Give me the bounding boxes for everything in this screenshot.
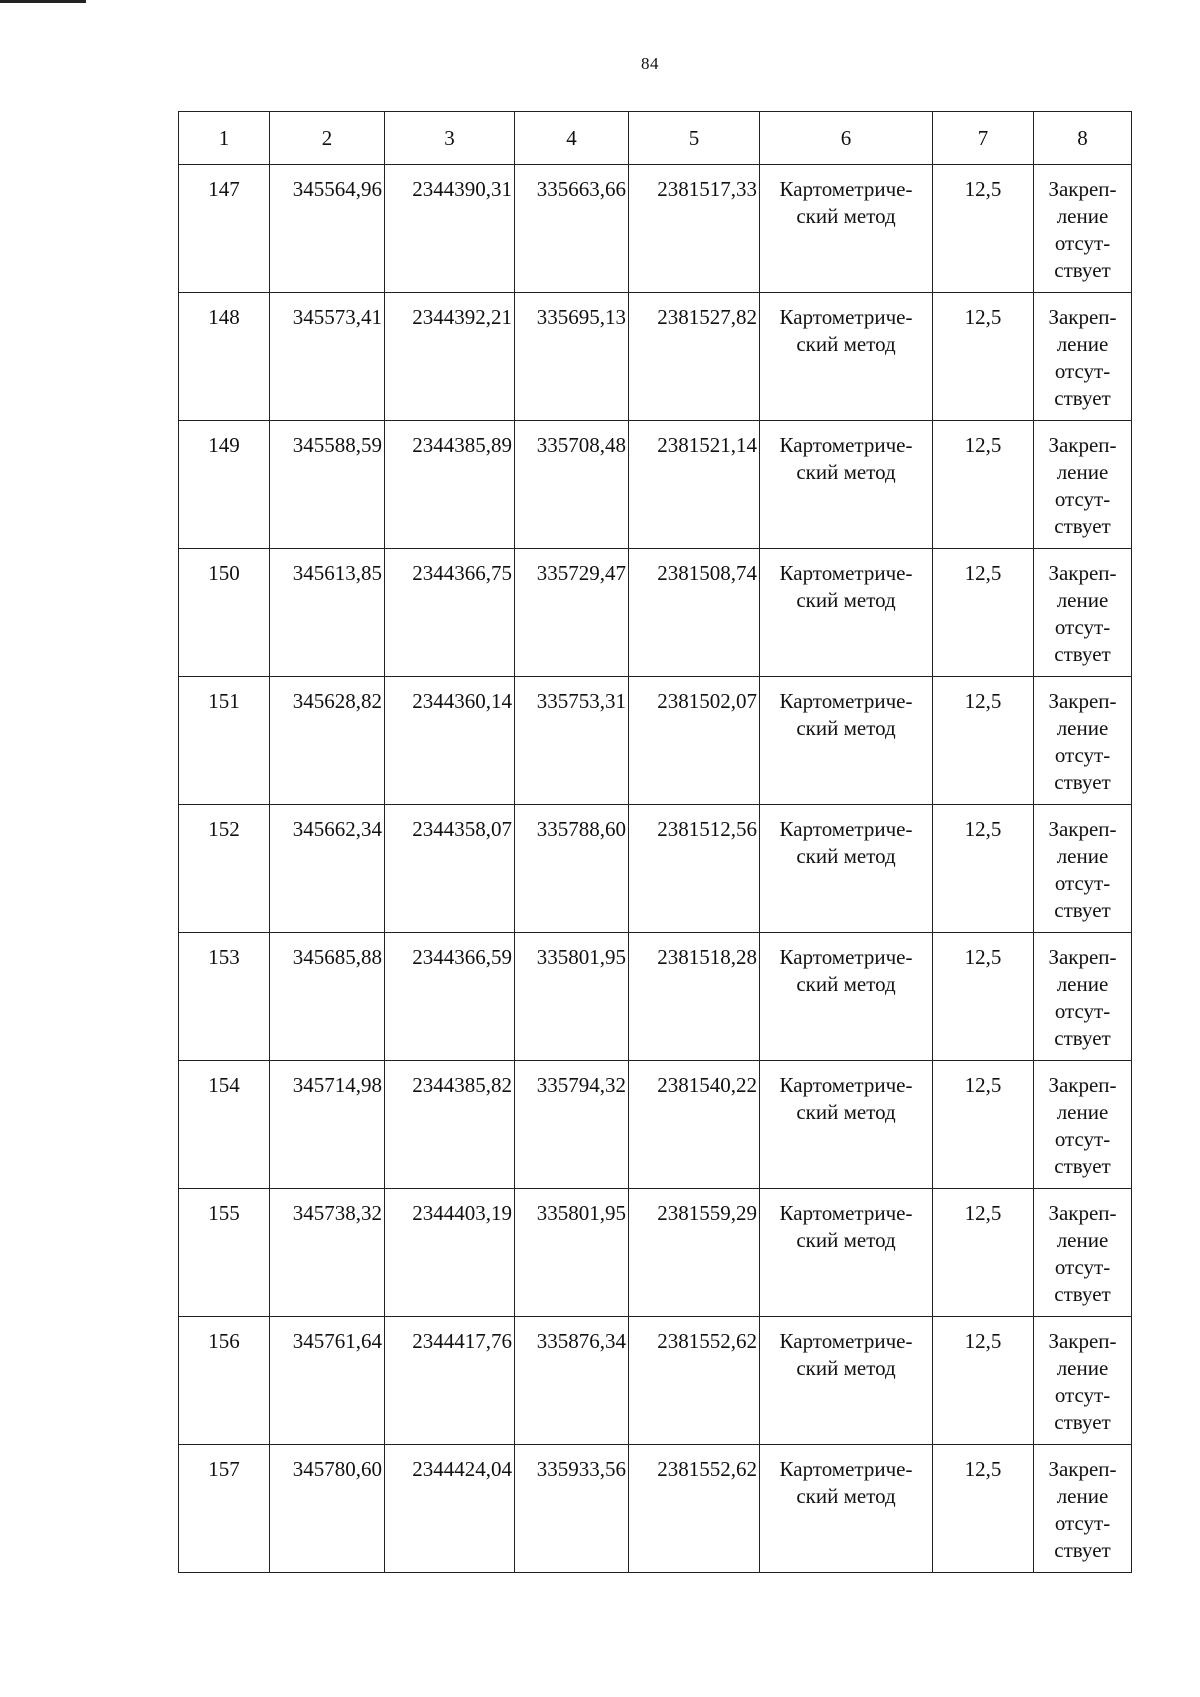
table-row <box>179 165 1132 293</box>
point-number-cell: 151 <box>179 677 270 805</box>
fixation-line: ствует <box>1054 642 1111 666</box>
point-number-cell: 154 <box>179 1061 270 1189</box>
x-coordinate-cell: 335933,56 <box>515 1445 629 1573</box>
fixation-line: Закреп- <box>1048 945 1117 969</box>
fixation-line: ствует <box>1054 386 1111 410</box>
point-number-cell: 157 <box>179 1445 270 1573</box>
point-number-cell: 148 <box>179 293 270 421</box>
fixation-line: отсут- <box>1054 231 1111 255</box>
method-cell <box>760 1189 933 1317</box>
fixation-line: отсут- <box>1054 743 1111 767</box>
fixation-line: отсут- <box>1054 871 1111 895</box>
x-coordinate-msk-cell: 345714,98 <box>270 1061 385 1189</box>
method-line: ский метод <box>796 1484 896 1508</box>
table-row <box>179 1445 1132 1573</box>
x-coordinate-msk-cell: 345738,32 <box>270 1189 385 1317</box>
method-line: Картометриче- <box>779 689 913 713</box>
precision-cell: 12,5 <box>933 165 1034 293</box>
method-cell <box>760 549 933 677</box>
fixation-line: ствует <box>1054 1538 1111 1562</box>
fixation-line: отсут- <box>1054 615 1111 639</box>
method-line: ский метод <box>796 844 896 868</box>
fixation-line: ление <box>1056 460 1109 484</box>
fixation-line: ствует <box>1054 1282 1111 1306</box>
x-coordinate-msk-cell: 345662,34 <box>270 805 385 933</box>
x-coordinate-msk-cell: 345628,82 <box>270 677 385 805</box>
x-coordinate-cell: 335753,31 <box>515 677 629 805</box>
x-coordinate-cell: 335794,32 <box>515 1061 629 1189</box>
point-number-cell: 150 <box>179 549 270 677</box>
fixation-line: отсут- <box>1054 999 1111 1023</box>
fixation-line: ствует <box>1054 1026 1111 1050</box>
fixation-line: Закреп- <box>1048 561 1117 585</box>
table-row <box>179 805 1132 933</box>
method-line: ский метод <box>796 1100 896 1124</box>
scan-corner-mark <box>0 0 86 3</box>
method-line: ский метод <box>796 1356 896 1380</box>
y-coordinate-msk-cell: 2344366,59 <box>385 933 515 1061</box>
fixation-cell <box>1034 805 1132 933</box>
y-coordinate-cell: 2381517,33 <box>629 165 760 293</box>
fixation-line: Закреп- <box>1048 1329 1117 1353</box>
x-coordinate-cell: 335788,60 <box>515 805 629 933</box>
header-cell: 4 <box>515 112 629 165</box>
point-number-cell: 155 <box>179 1189 270 1317</box>
method-line: Картометриче- <box>779 1201 913 1225</box>
y-coordinate-cell: 2381521,14 <box>629 421 760 549</box>
fixation-line: отсут- <box>1054 1511 1111 1535</box>
x-coordinate-cell: 335801,95 <box>515 1189 629 1317</box>
y-coordinate-msk-cell: 2344417,76 <box>385 1317 515 1445</box>
x-coordinate-cell: 335708,48 <box>515 421 629 549</box>
fixation-line: Закреп- <box>1048 305 1117 329</box>
y-coordinate-cell: 2381540,22 <box>629 1061 760 1189</box>
header-cell: 8 <box>1034 112 1132 165</box>
y-coordinate-msk-cell: 2344392,21 <box>385 293 515 421</box>
x-coordinate-cell: 335801,95 <box>515 933 629 1061</box>
header-cell: 2 <box>270 112 385 165</box>
y-coordinate-cell: 2381518,28 <box>629 933 760 1061</box>
x-coordinate-cell: 335695,13 <box>515 293 629 421</box>
method-cell <box>760 1061 933 1189</box>
method-cell <box>760 805 933 933</box>
fixation-cell <box>1034 677 1132 805</box>
fixation-line: ствует <box>1054 258 1111 282</box>
method-line: Картометриче- <box>779 945 913 969</box>
fixation-cell <box>1034 549 1132 677</box>
table-row <box>179 677 1132 805</box>
point-number-cell: 149 <box>179 421 270 549</box>
precision-cell: 12,5 <box>933 421 1034 549</box>
header-cell: 3 <box>385 112 515 165</box>
fixation-line: отсут- <box>1054 1255 1111 1279</box>
precision-cell: 12,5 <box>933 549 1034 677</box>
fixation-line: Закреп- <box>1048 817 1117 841</box>
method-cell <box>760 677 933 805</box>
fixation-line: отсут- <box>1054 1383 1111 1407</box>
method-cell <box>760 293 933 421</box>
method-cell <box>760 1317 933 1445</box>
method-line: Картометриче- <box>779 1457 913 1481</box>
precision-cell: 12,5 <box>933 933 1034 1061</box>
fixation-line: ствует <box>1054 770 1111 794</box>
fixation-line: ление <box>1056 588 1109 612</box>
fixation-cell <box>1034 293 1132 421</box>
fixation-line: ление <box>1056 972 1109 996</box>
precision-cell: 12,5 <box>933 677 1034 805</box>
fixation-cell <box>1034 1189 1132 1317</box>
fixation-line: ление <box>1056 1484 1109 1508</box>
header-cell: 1 <box>179 112 270 165</box>
x-coordinate-cell: 335876,34 <box>515 1317 629 1445</box>
fixation-cell <box>1034 165 1132 293</box>
precision-cell: 12,5 <box>933 805 1034 933</box>
method-line: Картометриче- <box>779 817 913 841</box>
table-row <box>179 293 1132 421</box>
method-line: Картометриче- <box>779 305 913 329</box>
method-line: ский метод <box>796 1228 896 1252</box>
x-coordinate-msk-cell: 345564,96 <box>270 165 385 293</box>
x-coordinate-msk-cell: 345573,41 <box>270 293 385 421</box>
fixation-cell <box>1034 1445 1132 1573</box>
table-row <box>179 933 1132 1061</box>
fixation-line: Закреп- <box>1048 1457 1117 1481</box>
method-line: Картометриче- <box>779 1073 913 1097</box>
y-coordinate-msk-cell: 2344403,19 <box>385 1189 515 1317</box>
fixation-line: ление <box>1056 1228 1109 1252</box>
method-line: Картометриче- <box>779 433 913 457</box>
y-coordinate-msk-cell: 2344358,07 <box>385 805 515 933</box>
y-coordinate-cell: 2381512,56 <box>629 805 760 933</box>
fixation-line: ствует <box>1054 1410 1111 1434</box>
point-number-cell: 147 <box>179 165 270 293</box>
fixation-line: отсут- <box>1054 359 1111 383</box>
x-coordinate-msk-cell: 345613,85 <box>270 549 385 677</box>
fixation-cell <box>1034 1317 1132 1445</box>
method-line: ский метод <box>796 204 896 228</box>
fixation-line: ствует <box>1054 514 1111 538</box>
precision-cell: 12,5 <box>933 1061 1034 1189</box>
fixation-line: ление <box>1056 844 1109 868</box>
method-line: Картометриче- <box>779 177 913 201</box>
fixation-line: ление <box>1056 716 1109 740</box>
fixation-line: ствует <box>1054 1154 1111 1178</box>
table-row <box>179 1061 1132 1189</box>
method-line: ский метод <box>796 716 896 740</box>
y-coordinate-msk-cell: 2344424,04 <box>385 1445 515 1573</box>
coordinates-table <box>178 111 1132 1573</box>
fixation-line: ствует <box>1054 898 1111 922</box>
fixation-line: ление <box>1056 332 1109 356</box>
precision-cell: 12,5 <box>933 1445 1034 1573</box>
fixation-line: Закреп- <box>1048 177 1117 201</box>
fixation-line: Закреп- <box>1048 689 1117 713</box>
y-coordinate-cell: 2381559,29 <box>629 1189 760 1317</box>
y-coordinate-cell: 2381527,82 <box>629 293 760 421</box>
method-cell <box>760 165 933 293</box>
fixation-line: Закреп- <box>1048 1073 1117 1097</box>
x-coordinate-msk-cell: 345588,59 <box>270 421 385 549</box>
fixation-cell <box>1034 421 1132 549</box>
table-row <box>179 549 1132 677</box>
y-coordinate-msk-cell: 2344390,31 <box>385 165 515 293</box>
x-coordinate-cell: 335663,66 <box>515 165 629 293</box>
point-number-cell: 156 <box>179 1317 270 1445</box>
y-coordinate-cell: 2381552,62 <box>629 1445 760 1573</box>
method-line: ский метод <box>796 460 896 484</box>
header-cell: 5 <box>629 112 760 165</box>
x-coordinate-msk-cell: 345685,88 <box>270 933 385 1061</box>
fixation-line: Закреп- <box>1048 433 1117 457</box>
method-line: Картометриче- <box>779 561 913 585</box>
y-coordinate-msk-cell: 2344385,82 <box>385 1061 515 1189</box>
y-coordinate-msk-cell: 2344360,14 <box>385 677 515 805</box>
fixation-line: отсут- <box>1054 1127 1111 1151</box>
table-row <box>179 1189 1132 1317</box>
y-coordinate-msk-cell: 2344366,75 <box>385 549 515 677</box>
method-cell <box>760 1445 933 1573</box>
method-line: Картометриче- <box>779 1329 913 1353</box>
point-number-cell: 152 <box>179 805 270 933</box>
header-cell: 7 <box>933 112 1034 165</box>
method-cell <box>760 421 933 549</box>
y-coordinate-cell: 2381502,07 <box>629 677 760 805</box>
table-row <box>179 1317 1132 1445</box>
method-line: ский метод <box>796 332 896 356</box>
method-cell <box>760 933 933 1061</box>
fixation-line: Закреп- <box>1048 1201 1117 1225</box>
y-coordinate-msk-cell: 2344385,89 <box>385 421 515 549</box>
y-coordinate-cell: 2381508,74 <box>629 549 760 677</box>
y-coordinate-cell: 2381552,62 <box>629 1317 760 1445</box>
table-row <box>179 421 1132 549</box>
precision-cell: 12,5 <box>933 293 1034 421</box>
point-number-cell: 153 <box>179 933 270 1061</box>
precision-cell: 12,5 <box>933 1317 1034 1445</box>
method-line: ский метод <box>796 588 896 612</box>
x-coordinate-cell: 335729,47 <box>515 549 629 677</box>
fixation-line: ление <box>1056 204 1109 228</box>
precision-cell: 12,5 <box>933 1189 1034 1317</box>
method-line: ский метод <box>796 972 896 996</box>
header-cell: 6 <box>760 112 933 165</box>
x-coordinate-msk-cell: 345780,60 <box>270 1445 385 1573</box>
x-coordinate-msk-cell: 345761,64 <box>270 1317 385 1445</box>
fixation-cell <box>1034 1061 1132 1189</box>
page-number: 84 <box>641 54 659 73</box>
fixation-line: ление <box>1056 1100 1109 1124</box>
table-header-row <box>179 112 1132 165</box>
fixation-cell <box>1034 933 1132 1061</box>
fixation-line: отсут- <box>1054 487 1111 511</box>
fixation-line: ление <box>1056 1356 1109 1380</box>
